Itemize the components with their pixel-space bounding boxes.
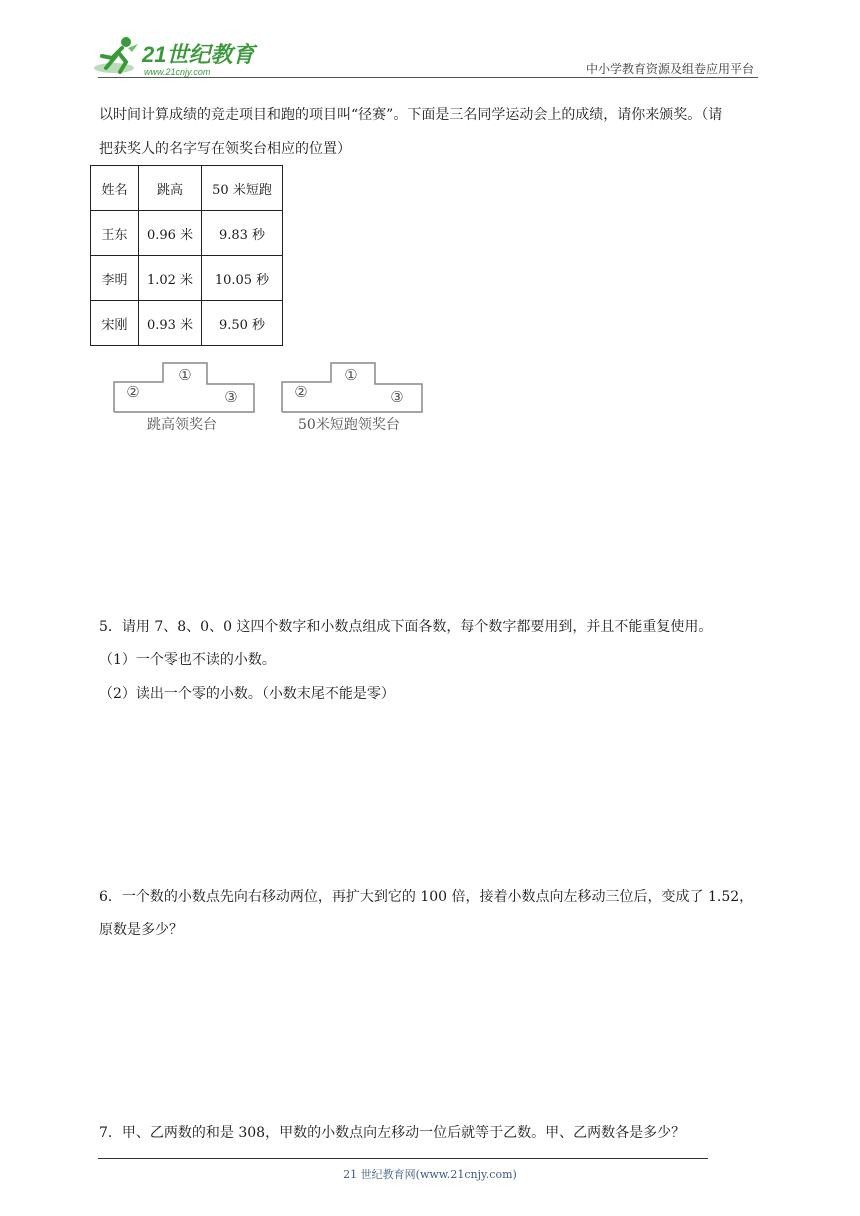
table-cell: 宋刚 — [91, 301, 139, 346]
table-header-cell: 跳高 — [139, 166, 202, 211]
table-row — [91, 211, 283, 256]
q7-stem: 7．甲、乙两数的和是 308，甲数的小数点向左移动一位后就等于乙数。甲、乙两数各是多少？ — [99, 1125, 686, 1141]
q4-intro-line2: 把获奖人的名字写在领奖台相应的位置） — [99, 141, 351, 157]
site-logo — [92, 34, 262, 80]
podium-third-mark: ③ — [390, 388, 404, 406]
logo-text: 21世纪教育 — [142, 42, 255, 67]
podium-second-mark: ② — [294, 383, 308, 401]
sprint-podium — [281, 359, 423, 421]
q4-intro-line1: 以时间计算成绩的竞走项目和跑的项目叫“径赛”。下面是三名同学运动会上的成绩，请你来颁奖。（请 — [99, 107, 723, 123]
runner-logo-icon — [92, 34, 262, 80]
table-cell: 0.93 米 — [139, 301, 202, 346]
header-slogan: 中小学教育资源及组卷应用平台 — [585, 62, 754, 76]
q5-part2: （2）读出一个零的小数。（小数末尾不能是零） — [99, 686, 395, 702]
table-cell: 10.05 秒 — [202, 256, 283, 301]
high-jump-podium — [113, 359, 255, 421]
q6-line2: 原数是多少？ — [99, 922, 183, 938]
table-cell: 0.96 米 — [139, 211, 202, 256]
podium-diagram — [281, 359, 423, 417]
table-cell: 9.83 秒 — [202, 211, 283, 256]
table-cell: 9.50 秒 — [202, 301, 283, 346]
logo-url: www.21cnjy.com — [144, 67, 211, 77]
score-table — [90, 165, 283, 346]
podium-first-mark: ① — [178, 366, 192, 384]
sprint-podium-caption: 50米短跑领奖台 — [298, 417, 400, 433]
podium-third-mark: ③ — [224, 388, 238, 406]
high-jump-podium-caption: 跳高领奖台 — [147, 417, 217, 433]
table-cell: 李明 — [91, 256, 139, 301]
table-row — [91, 256, 283, 301]
q6-line1: 6．一个数的小数点先向右移动两位，再扩大到它的 100 倍，接着小数点向左移动三位后，变成了 1.52， — [99, 889, 754, 905]
footer-text: 21 世纪教育网(www.21cnjy.com) — [343, 1168, 517, 1181]
q5-part1: （1）一个零也不读的小数。 — [99, 652, 276, 668]
table-header-cell: 姓名 — [91, 166, 139, 211]
podium-diagram — [113, 359, 255, 417]
table-row — [91, 301, 283, 346]
q5-stem: 5．请用 7、8、0、0 这四个数字和小数点组成下面各数，每个数字都要用到，并且不能重复使用。 — [99, 619, 713, 635]
table-cell: 王东 — [91, 211, 139, 256]
podium-second-mark: ② — [126, 383, 140, 401]
table-header-row — [91, 166, 283, 211]
footer-divider — [98, 1158, 708, 1159]
podium-first-mark: ① — [344, 366, 358, 384]
table-cell: 1.02 米 — [139, 256, 202, 301]
table-header-cell: 50 米短跑 — [202, 166, 283, 211]
header-divider — [98, 77, 758, 78]
